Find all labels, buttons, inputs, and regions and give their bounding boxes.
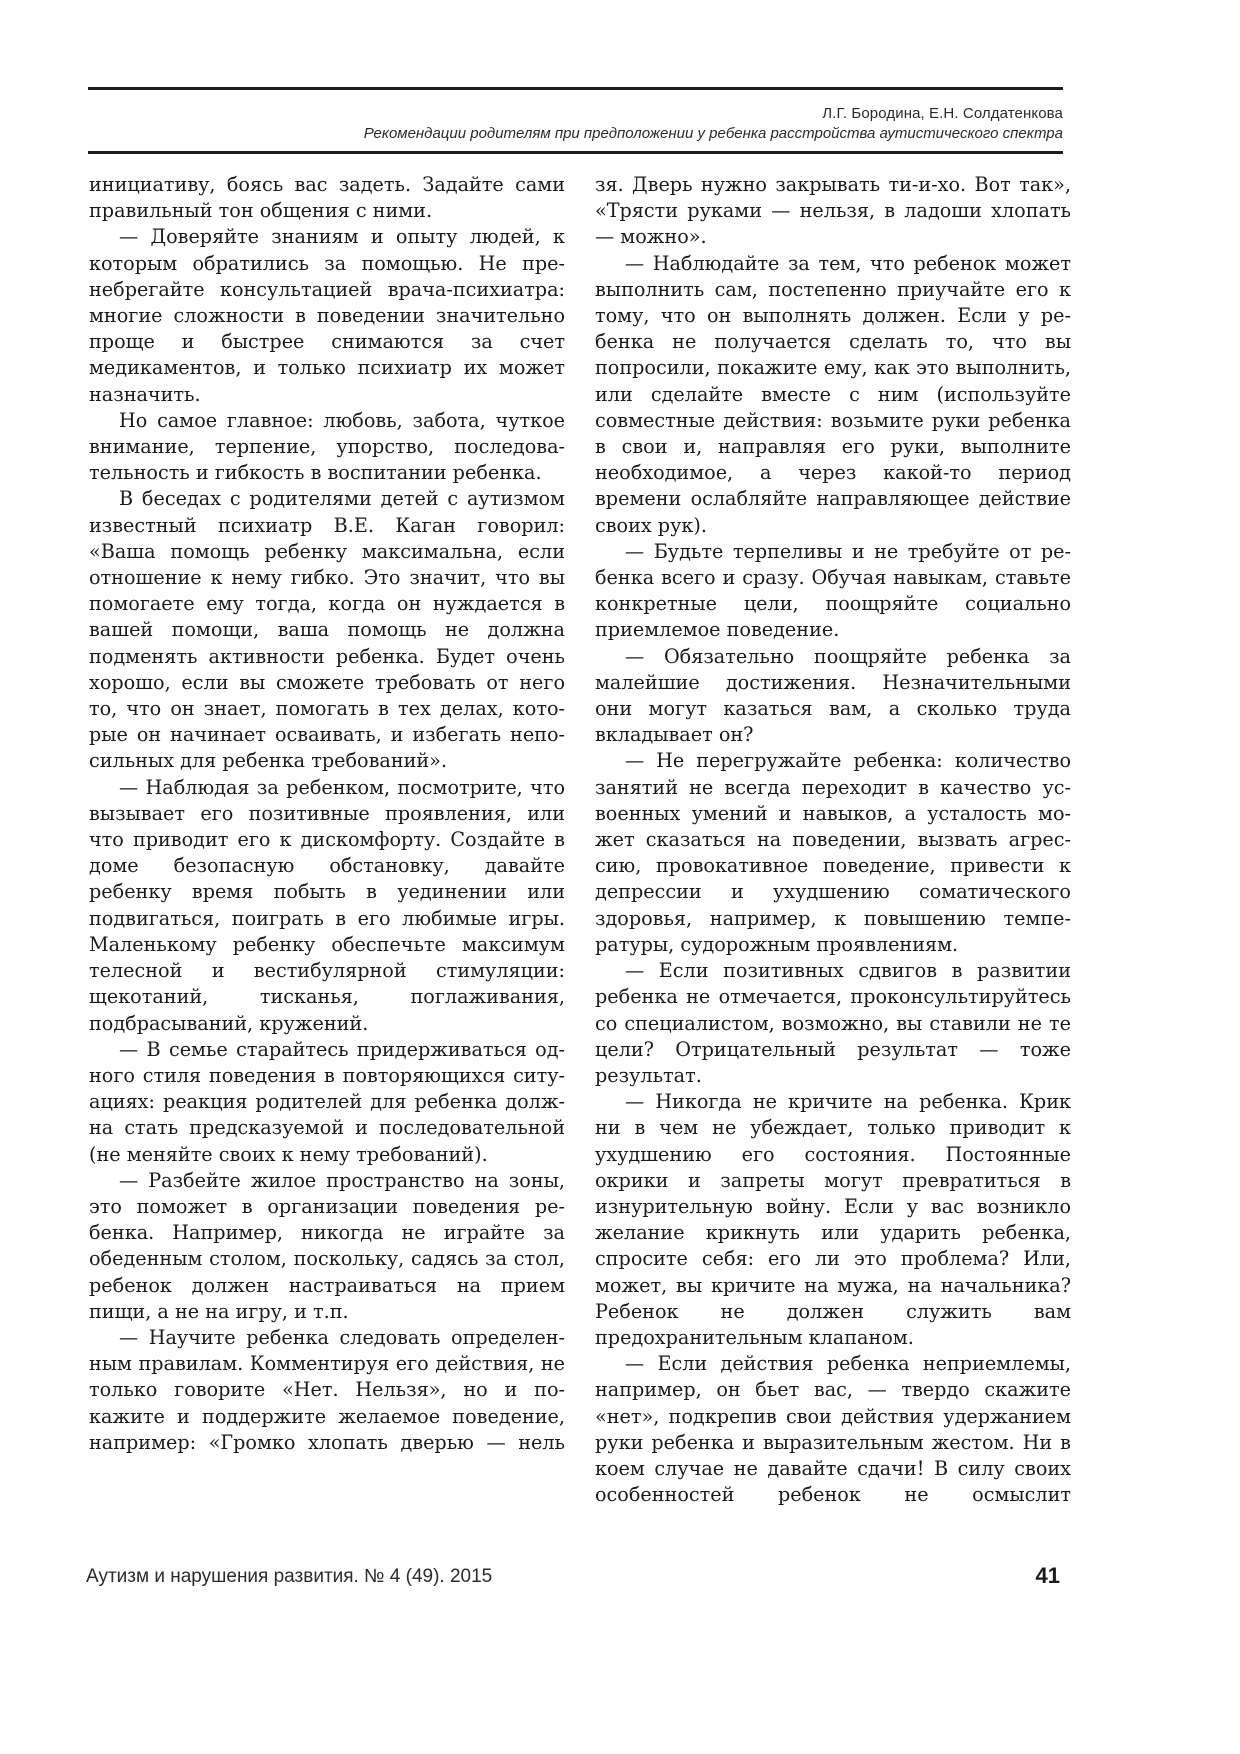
paragraph: — Будьте терпеливы и не требуйте от ребенка всего и сразу. Обучая навыкам, ставьте конкретные цели, поощряйте социально приемлемое поведение. (595, 539, 1071, 642)
running-head (364, 104, 1063, 144)
article-title: Рекомендации родителям при предположении у ребенка расстройства аутистического спектра (363, 125, 1063, 142)
paragraph: — Если действия ребенка неприемлемы, например, он бьет вас, — твердо скажите «нет», подкрепив свои действия удержанием руки ребенка и выразительным жестом. Ни в коем случае не давайте сдачи! В силу своих особенностей ребенок не осмыслит (595, 1352, 1071, 1507)
paragraph: зя. Дверь нужно закрывать ти-и-хо. Вот так», «Трясти руками — нельзя, в ладоши хлопать — можно». (595, 173, 1071, 249)
paragraph: инициативу, боясь вас задеть. Задайте сами правильный тон общения с ними. (89, 173, 565, 223)
header-rule-top (88, 87, 1063, 90)
paragraph: — Научите ребенка следовать определенным правилам. Комментируя его действия, не только говорите «Нет. Нельзя», но и покажите и поддержите желаемое поведение, например: «Громко хлопать дверью — нель (89, 1325, 565, 1454)
paragraph: — Разбейте жилое пространство на зоны, это поможет в организации поведения ребенка. Например, никогда не играйте за обеденным столом, поскольку, садясь за стол, ребенок должен настраиваться на прием пищи, а не на игру, и т.п. (89, 1168, 565, 1323)
paragraph: — Никогда не кричите на ребенка. Крик ни в чем не убеждает, только приводит к ухудшению его состояния. Постоянные окрики и запреты могут превратиться в изнурительную войну. Если у вас возникло желание крикнуть или ударить ребенка, спросите себя: его ли это проблема? Или, может, вы кричите на мужа, на начальника? Ребенок не должен служить вам предохранительным клапаном. (595, 1090, 1071, 1349)
paragraph: — Если позитивных сдвигов в развитии ребенка не отмечается, проконсультируйтесь со специалистом, возможно, вы ставили не те цели? Отрицательный результат — тоже результат. (595, 959, 1071, 1087)
page-number: 41 (1035, 1563, 1060, 1588)
right-column (595, 172, 1071, 1508)
article-authors: Л.Г. Бородина, Е.Н. Солдатенкова (822, 105, 1063, 122)
paragraph: В беседах с родителями детей с аутизмом известный психиатр В.Е. Каган говорил: «Ваша помощь ребенку максимальна, если отношение к нему гибко. Это значит, что вы помогаете ему тогда, когда он нуждается в вашей помощи, ваша помощь не должна подменять активности ребенка. Будет очень хорошо, если вы сможете требовать от него то, что он знает, помогать в тех делах, которые он начинает осваивать, и избегать непосильных для ребенка требований». (89, 487, 565, 773)
left-column (89, 172, 565, 1456)
paragraph: — В семье старайтесь придерживаться одного стиля поведения в повторяющихся ситуациях: реакция родителей для ребенка должна стать предсказуемой и последовательной (не меняйте своих к нему требований). (89, 1037, 565, 1166)
footer-journal-citation: Аутизм и нарушения развития. № 4 (49). 2015 (86, 1566, 493, 1587)
header-rule-bottom (88, 151, 1063, 154)
paragraph: Но самое главное: любовь, забота, чуткое внимание, терпение, упорство, последовательность и гибкость в воспитании ребенка. (89, 408, 565, 485)
paragraph: — Наблюдая за ребенком, посмотрите, что вызывает его позитивные проявления, или что приводит его к дискомфорту. Создайте в доме безопасную обстановку, давайте ребенку время побыть в уединении или подвигаться, поиграть в его любимые игры. Маленькому ребенку обеспечьте максимум телесной и вестибулярной стимуляции: щекотаний, тисканья, поглаживания, подбрасываний, кружений. (89, 775, 565, 1035)
paragraph: — Наблюдайте за тем, что ребенок может выполнить сам, постепенно приучайте его к тому, что он выполнять должен. Если у ребенка не получается сделать то, что вы попросили, покажите ему, как это выполнить, или сделайте вместе с ним (используйте совместные действия: возьмите руки ребенка в свои и, направляя его руки, выполните необходимое, а через какой-то период времени ослабляйте направляющее действие своих рук). (595, 251, 1071, 537)
paragraph: — Доверяйте знаниям и опыту людей, к которым обратились за помощью. Не пренебрегайте консультацией врача-психиатра: многие сложности в поведении значительно проще и быстрее снимаются за счет медикаментов, и только психиатр их может назначить. (89, 225, 565, 406)
paragraph: — Обязательно поощряйте ребенка за малейшие достижения. Незначительными они могут казаться вам, а сколько труда вкладывает он? (595, 644, 1071, 747)
paragraph: — Не перегружайте ребенка: количество занятий не всегда переходит в качество усвоенных умений и навыков, а усталость может сказаться на поведении, вызвать агрессию, провокативное поведение, привести к депрессии и ухудшению соматического здоровья, например, к повышению температуры, судорожным проявлениям. (595, 749, 1071, 956)
